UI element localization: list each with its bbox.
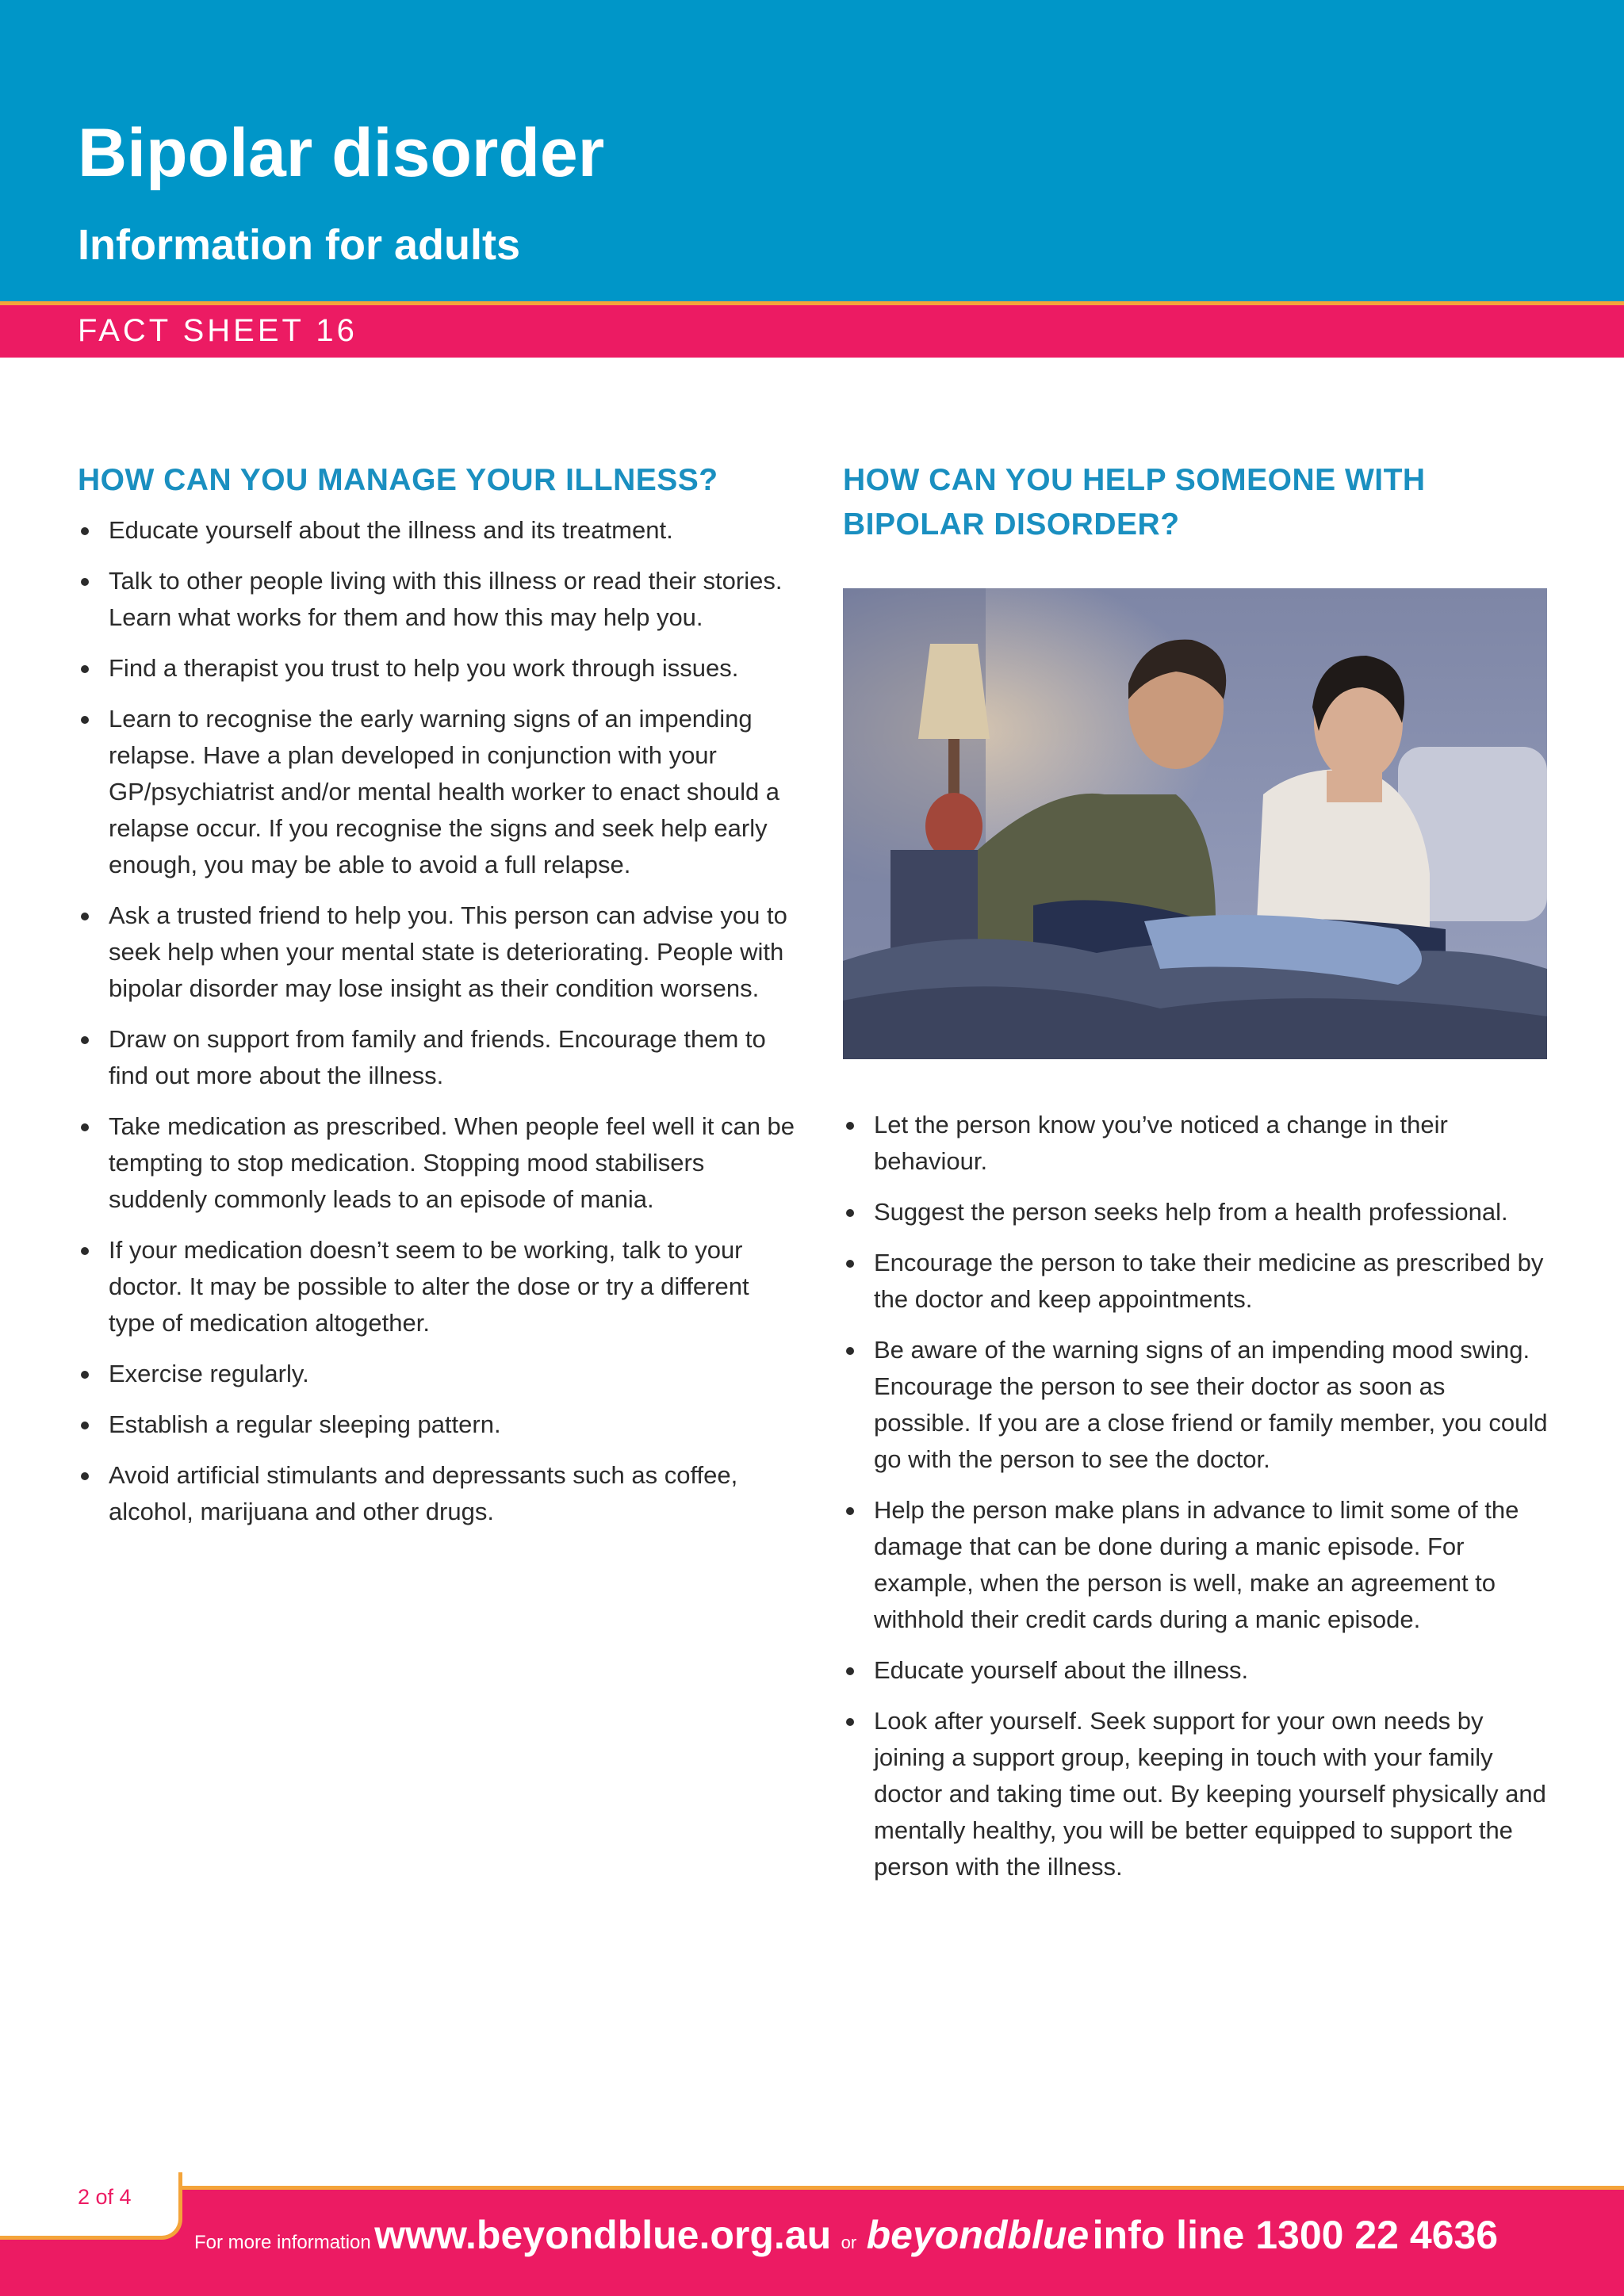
or-label: or: [841, 2233, 857, 2252]
list-item: [843, 1245, 1549, 1318]
list-item: [843, 1194, 1549, 1230]
brand-name: beyondblue: [866, 2213, 1090, 2257]
list-item: [78, 650, 799, 687]
bullet-icon: [846, 1260, 854, 1268]
bullet-icon: [81, 913, 89, 920]
list-item: [78, 1457, 799, 1530]
bullet-icon: [81, 1247, 89, 1255]
list-item-text: Let the person know you’ve noticed a change in their behaviour.: [874, 1111, 1448, 1175]
list-item-text: Learn to recognise the early warning signs of an impending relapse. Have a plan developed in conjunction with your GP/psychiatrist and/or mental health worker to enact should a relapse occur. If you recognise the signs and seek help early enough, you may be able to avoid a full relapse.: [109, 705, 780, 878]
list-item-text: Draw on support from family and friends. Encourage them to find out more about the illness.: [109, 1025, 766, 1089]
info-line-number: info line 1300 22 4636: [1092, 2213, 1499, 2257]
help-list: [843, 1107, 1549, 1885]
bullet-icon: [81, 1472, 89, 1480]
footer-contact: [194, 2212, 1498, 2258]
list-item: [843, 1652, 1549, 1689]
bullet-icon: [81, 1371, 89, 1379]
section-heading-help: HOW CAN YOU HELP SOMEONE WITH BIPOLAR DISORDER?: [843, 463, 1426, 541]
bullet-icon: [81, 716, 89, 724]
photo-illustration: [843, 588, 1547, 1059]
page-number: 2 of 4: [78, 2185, 132, 2209]
list-item-text: Avoid artificial stimulants and depressants such as coffee, alcohol, marijuana and other drugs.: [109, 1461, 738, 1525]
more-info-label: For more information: [194, 2232, 371, 2253]
list-item: [78, 563, 799, 636]
bullet-icon: [846, 1209, 854, 1217]
website-link[interactable]: www.beyondblue.org.au: [374, 2213, 832, 2257]
list-item-text: Educate yourself about the illness.: [874, 1656, 1249, 1684]
manage-list: [78, 512, 795, 1530]
page-subtitle: Information for adults: [78, 221, 520, 269]
bullet-icon: [846, 1507, 854, 1515]
list-item: [843, 1492, 1549, 1638]
bullet-icon: [846, 1667, 854, 1675]
list-item: [78, 1108, 799, 1218]
bullet-icon: [81, 665, 89, 673]
left-column: [78, 458, 795, 1544]
list-item-text: Educate yourself about the illness and its treatment.: [109, 516, 673, 544]
fact-sheet-bar: [0, 305, 1624, 358]
list-item-text: Talk to other people living with this illness or read their stories. Learn what works for them and how this may help you.: [109, 567, 783, 631]
list-item: [78, 512, 799, 549]
bullet-icon: [81, 527, 89, 535]
bullet-icon: [846, 1347, 854, 1355]
fact-sheet-label: FACT SHEET 16: [78, 313, 358, 348]
photo-two-men-on-bed: [843, 588, 1547, 1059]
list-item: [78, 1232, 799, 1341]
right-column: [843, 458, 1549, 1900]
footer-divider: [174, 2186, 1624, 2190]
bullet-icon: [81, 578, 89, 586]
list-item: [843, 1332, 1549, 1478]
header-banner: [0, 0, 1624, 301]
list-item: [78, 897, 799, 1007]
bullet-icon: [846, 1718, 854, 1726]
bullet-icon: [846, 1122, 854, 1130]
list-item-text: Take medication as prescribed. When people feel well it can be tempting to stop medication. Stopping mood stabilisers suddenly commonly leads to an episode of mania.: [109, 1112, 795, 1213]
list-item-text: Help the person make plans in advance to limit some of the damage that can be done during a manic episode. For example, when the person is well, make an agreement to withhold their credit cards during a manic episode.: [874, 1496, 1519, 1633]
list-item-text: Exercise regularly.: [109, 1360, 309, 1387]
list-item-text: Look after yourself. Seek support for your own needs by joining a support group, keeping in touch with your family doctor and taking time out. By keeping yourself physically and mentally healthy, you will be better equipped to support the person with the illness.: [874, 1707, 1546, 1881]
list-item-text: If your medication doesn’t seem to be working, talk to your doctor. It may be possible to alter the dose or try a different type of medication altogether.: [109, 1236, 749, 1337]
list-item-text: Establish a regular sleeping pattern.: [109, 1410, 501, 1438]
list-item-text: Ask a trusted friend to help you. This person can advise you to seek help when your mental state is deteriorating. People with bipolar disorder may lose insight as their condition worsens.: [109, 901, 787, 1002]
list-item: [78, 701, 799, 883]
list-item-text: Encourage the person to take their medicine as prescribed by the doctor and keep appointments.: [874, 1249, 1544, 1313]
list-item: [78, 1406, 799, 1443]
list-item-text: Be aware of the warning signs of an impending mood swing. Encourage the person to see their doctor as soon as possible. If you are a close friend or family member, you could go with the person to see the doctor.: [874, 1336, 1548, 1473]
page-number-tab: [0, 2172, 182, 2240]
page-title: Bipolar disorder: [78, 115, 605, 191]
bullet-icon: [81, 1123, 89, 1131]
list-item-text: Suggest the person seeks help from a health professional.: [874, 1198, 1508, 1226]
bullet-icon: [81, 1422, 89, 1429]
list-item: [843, 1703, 1549, 1885]
list-item: [843, 1107, 1549, 1180]
list-item-text: Find a therapist you trust to help you work through issues.: [109, 654, 739, 682]
list-item: [78, 1356, 799, 1392]
bullet-icon: [81, 1036, 89, 1044]
list-item: [78, 1021, 799, 1094]
section-heading-manage: HOW CAN YOU MANAGE YOUR ILLNESS?: [78, 463, 718, 497]
